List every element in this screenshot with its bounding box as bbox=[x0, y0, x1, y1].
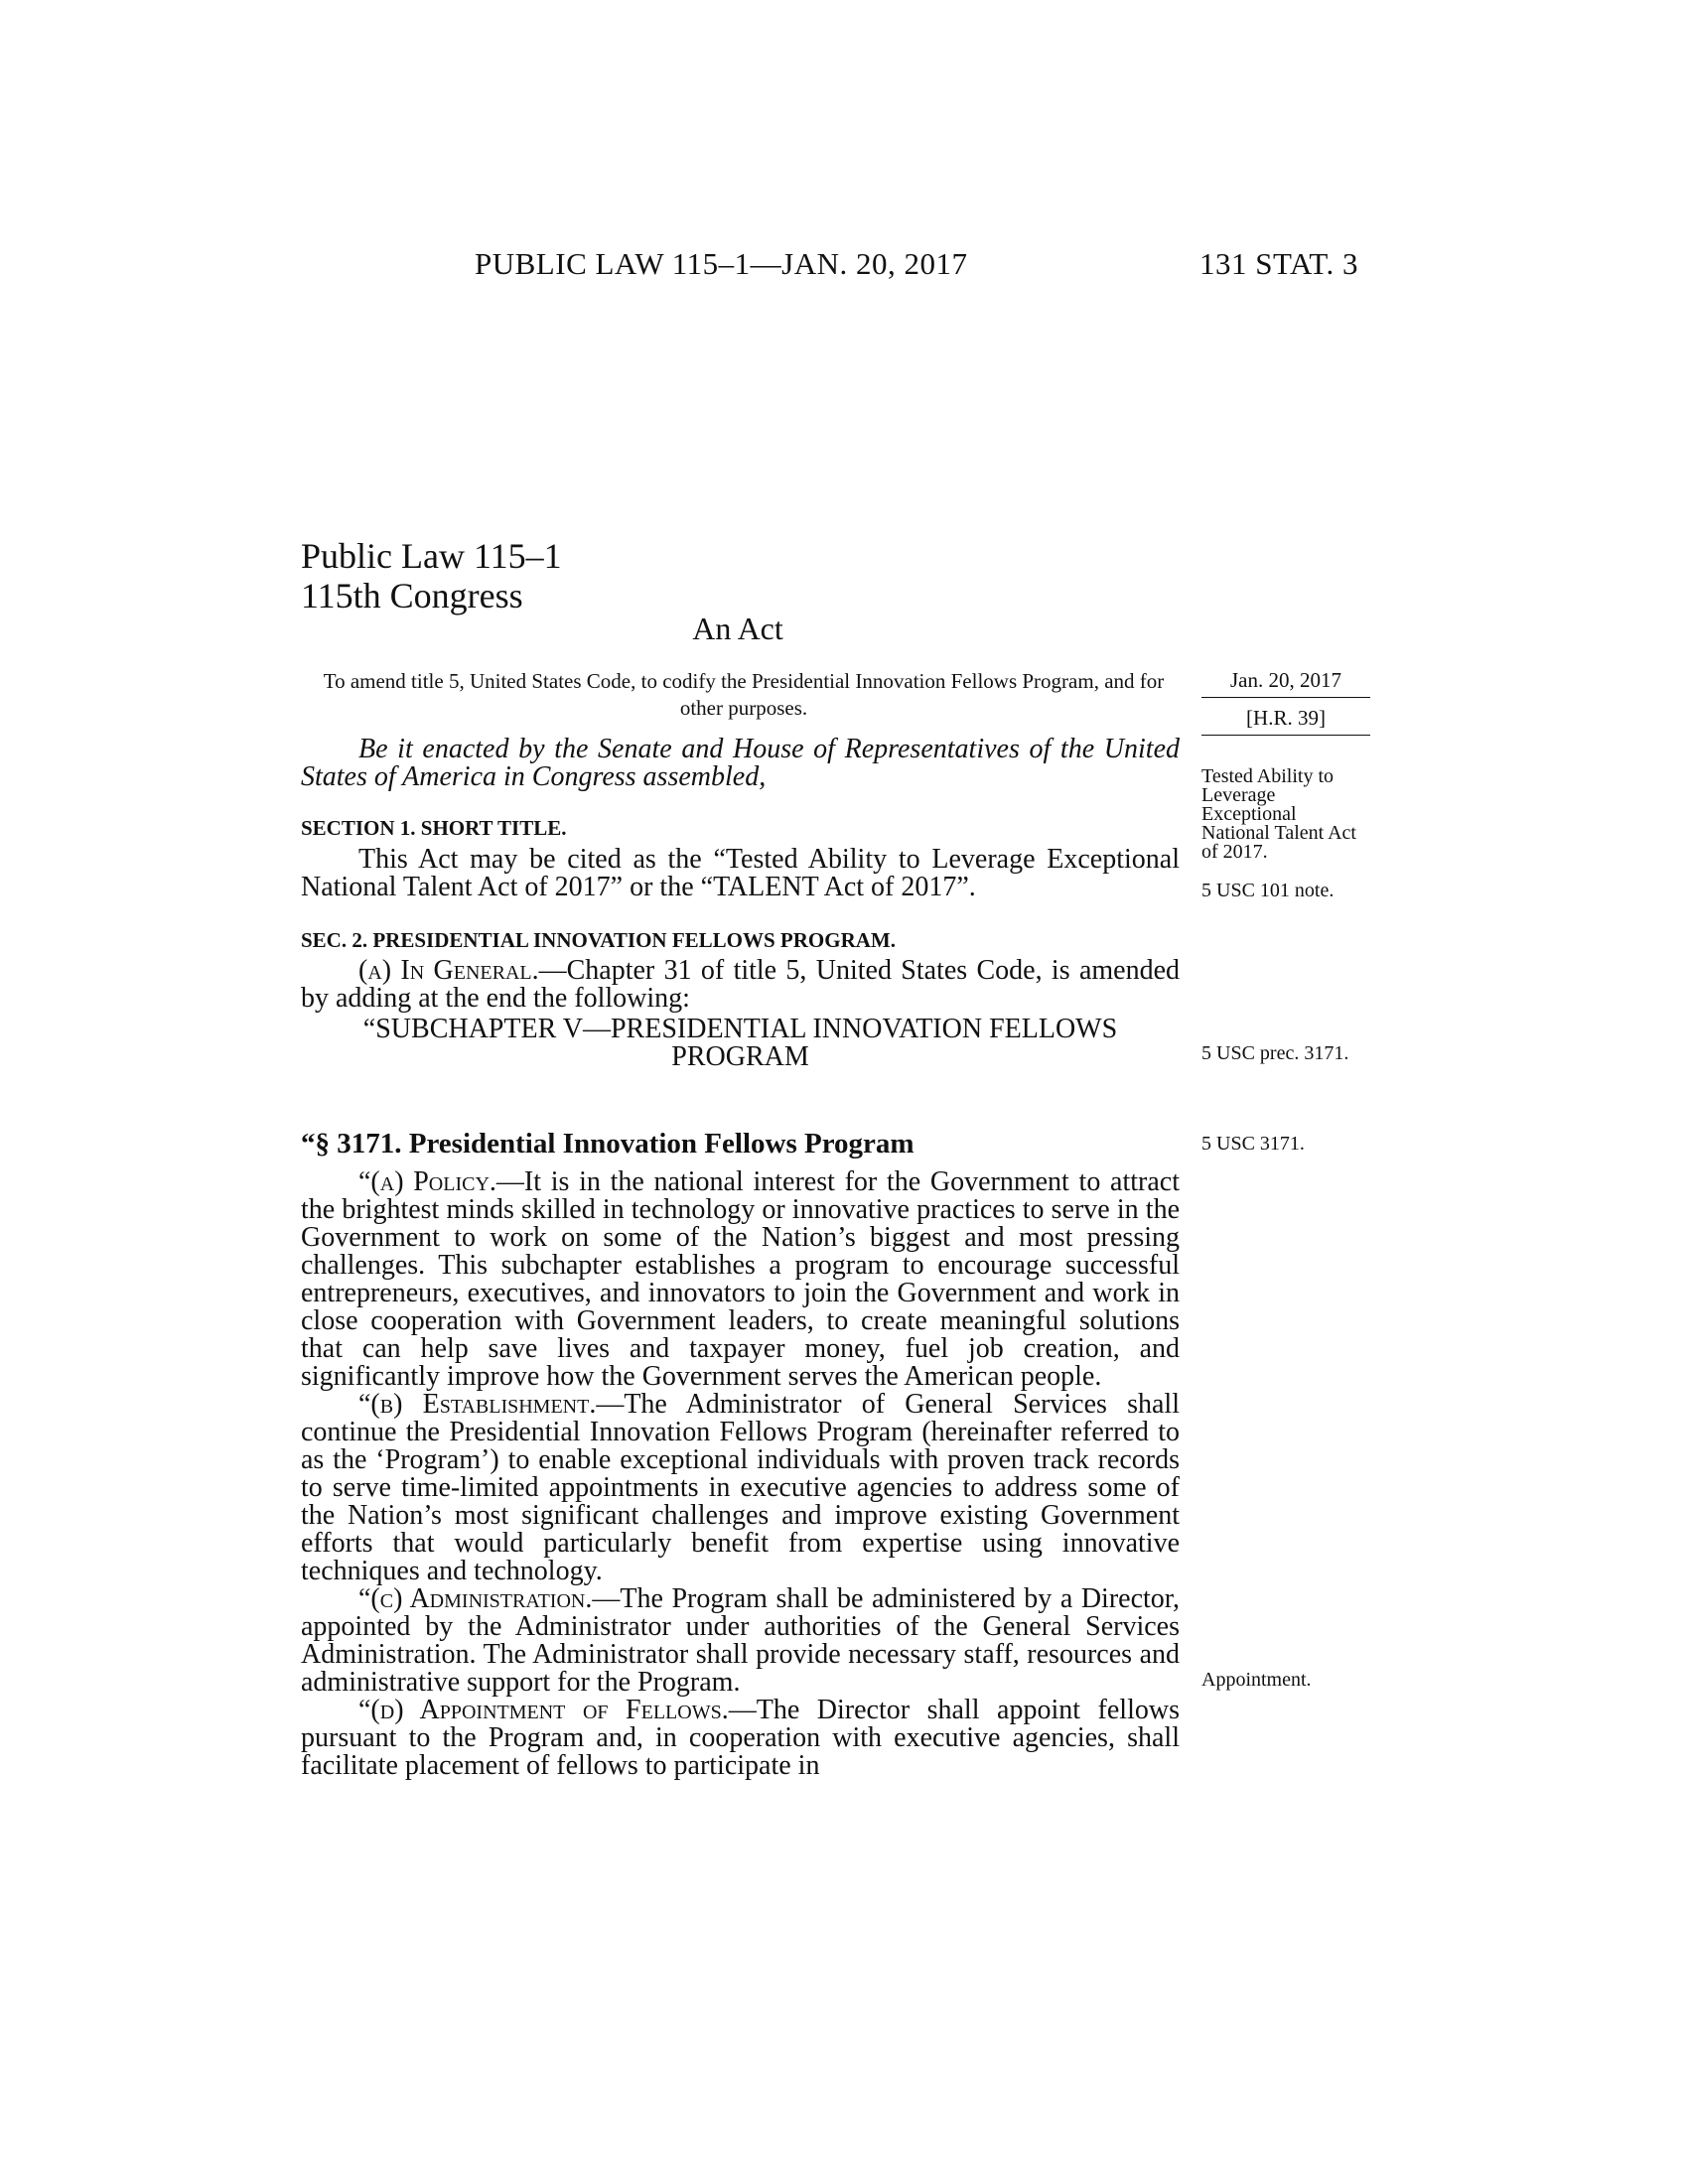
appointment-text: —The Director shall appoint fellows pursuant to the Program and, in cooperation with executive agencies, shall facilitate placement of fellows to participate in bbox=[301, 1695, 1180, 1781]
section-1-text: This Act may be cited as the “Tested Ability to Leverage Exceptional National Talent Act of 2017” or the “TALENT Act of 2017”. bbox=[301, 844, 1180, 902]
law-title-block bbox=[301, 536, 562, 615]
administration-text: —The Program shall be administered by a Director, appointed by the Administrator under authorities of the General Services Administration. The Administrator shall provide necessary staff, resources and administrative support for the Program. bbox=[301, 1583, 1180, 1698]
bill-number: [H.R. 39] bbox=[1201, 698, 1370, 736]
page-number-stat: 131 STAT. 3 bbox=[1199, 246, 1359, 281]
running-header-left: PUBLIC LAW 115–1—JAN. 20, 2017 bbox=[475, 246, 968, 281]
congress-number: 115th Congress bbox=[301, 576, 523, 615]
margin-note-usc-101: 5 USC 101 note. bbox=[1201, 880, 1335, 901]
subsection-appointment bbox=[301, 1697, 1180, 1780]
margin-note-appointment: Appointment. bbox=[1201, 1669, 1312, 1691]
establishment-label: “(b) Establishment. bbox=[358, 1389, 597, 1420]
enacting-clause: Be it enacted by the Senate and House of Representatives of the United States of America in Congress assembled, bbox=[301, 734, 1180, 792]
section-2-subsection-a bbox=[301, 957, 1180, 1013]
section-3171-heading: “§ 3171. Presidential Innovation Fellows Program bbox=[301, 1128, 914, 1160]
policy-label: “(a) Policy. bbox=[358, 1166, 496, 1197]
subsection-establishment bbox=[301, 1391, 1180, 1585]
act-purpose: To amend title 5, United States Code, to codify the Presidential Innovation Fellows Program, and for other purposes. bbox=[323, 669, 1165, 720]
margin-note-usc-3171: 5 USC 3171. bbox=[1201, 1133, 1305, 1155]
public-law-number: Public Law 115–1 bbox=[301, 536, 562, 576]
appointment-label: “(d) Appointment of Fellows. bbox=[358, 1695, 729, 1725]
act-heading: An Act bbox=[692, 611, 783, 646]
section-3171-body bbox=[301, 1168, 1180, 1780]
policy-text: —It is in the national interest for the Government to attract the brightest minds skilled in technology or innovative practices to serve in the Government to work on some of the Nation’s biggest and most pressing challenges. This subchapter establishes a program to encourage successful entrepreneurs, executives, and innovators to join the Government and work in close cooperation with Government leaders, to create meaningful solutions that can help save lives and taxpayer money, fuel job creation, and significantly improve how the Government serves the American people. bbox=[301, 1166, 1180, 1392]
section-2-heading: SEC. 2. PRESIDENTIAL INNOVATION FELLOWS PROGRAM. bbox=[301, 928, 896, 952]
margin-note-usc-prec: 5 USC prec. 3171. bbox=[1201, 1042, 1349, 1064]
margin-note-short-title: Tested Ability to Leverage Exceptional National Talent Act of 2017. bbox=[1201, 765, 1356, 863]
subsection-administration bbox=[301, 1585, 1180, 1697]
subchapter-line-1: “SUBCHAPTER V—PRESIDENTIAL INNOVATION FELLOWS bbox=[362, 1014, 1118, 1044]
establishment-text: —The Administrator of General Services shall continue the Presidential Innovation Fellows Program (hereinafter referred to as the ‘Program’) to enable exceptional individuals with proven track records to serve time-limited appointments in executive agencies to address some of the Nation’s most significant challenges and improve existing Government efforts that would particularly benefit from expertise using innovative techniques and technology. bbox=[301, 1389, 1180, 1586]
administration-label: “(c) Administration. bbox=[358, 1583, 593, 1614]
enactment-sidebar bbox=[1201, 668, 1370, 736]
subsection-a-label: (a) In General. bbox=[358, 955, 539, 986]
subchapter-line-2: PROGRAM bbox=[671, 1041, 809, 1072]
enactment-date: Jan. 20, 2017 bbox=[1201, 668, 1370, 698]
subsection-policy bbox=[301, 1168, 1180, 1391]
subchapter-heading bbox=[301, 1016, 1180, 1071]
section-1-heading: SECTION 1. SHORT TITLE. bbox=[301, 816, 567, 840]
subsection-a-text: —Chapter 31 of title 5, United States Code, is amended by adding at the end the following: bbox=[301, 955, 1181, 1014]
